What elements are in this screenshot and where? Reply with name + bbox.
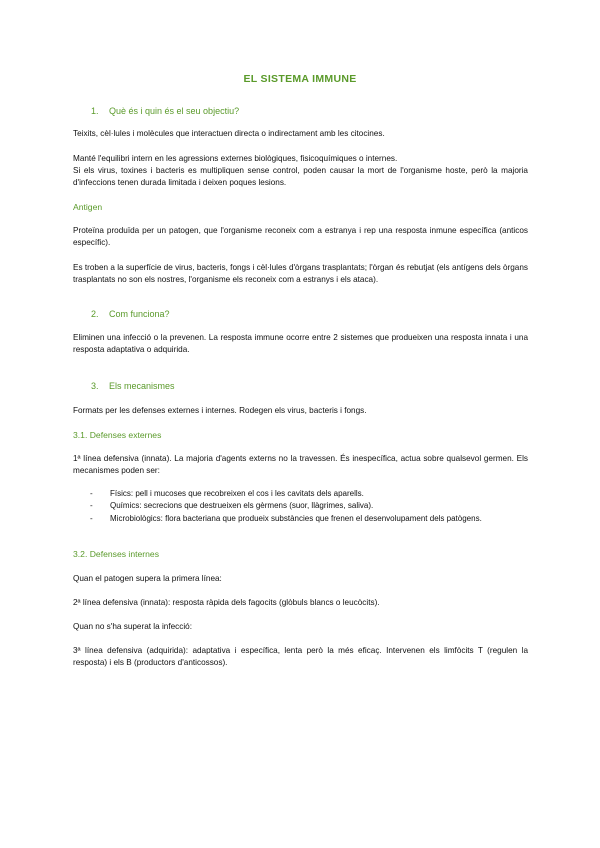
section-1-paragraph-1: Teixits, cèl·lules i molècules que interactuen directa o indirectament amb les citocines. bbox=[73, 129, 385, 138]
subsection-3-2-paragraph-1: Quan el patogen supera la primera línea: bbox=[73, 574, 222, 583]
list-item-text: Químics: secrecions que destrueixen els gèrmens (suor, llàgrimes, saliva). bbox=[110, 501, 374, 511]
section-2-title: Com funciona? bbox=[109, 309, 170, 319]
section-1-title: Què és i quin és el seu objectiu? bbox=[109, 106, 240, 116]
section-2-number: 2. bbox=[91, 309, 99, 319]
list-item bbox=[90, 500, 528, 512]
list-item-text: Microbiològics: flora bacteriana que produeix substàncies que frenen el desenvolupament dels patògens. bbox=[110, 513, 482, 523]
defense-mechanisms-list bbox=[90, 488, 528, 525]
section-2-paragraph-1: Eliminen una infecció o la prevenen. La resposta immune ocorre entre 2 sistemes que produeixen una resposta innata i una resposta adaptativa o adquirida. bbox=[73, 333, 528, 355]
list-dash: - bbox=[90, 513, 93, 523]
section-3-number: 3. bbox=[91, 381, 99, 391]
section-2-heading bbox=[91, 309, 170, 319]
subsection-3-2-paragraph-4: 3ª línea defensiva (adquirida): adaptativa i específica, lenta però la més eficaç. Intervenen els limfòcits T (regulen la resposta) i els B (productors d'anticossos). bbox=[73, 646, 528, 668]
list-dash: - bbox=[90, 501, 93, 511]
list-item bbox=[90, 488, 528, 500]
section-1-number: 1. bbox=[91, 106, 99, 116]
list-dash: - bbox=[90, 489, 93, 498]
antigen-heading: Antigen bbox=[73, 202, 103, 212]
section-3-title: Els mecanismes bbox=[109, 381, 175, 391]
section-1-paragraph-2b: Si els virus, toxines i bacteris es multipliquen sense control, poden causar la mort de l'organisme hoste, però la majoria d'infeccions tenen durada limitada i deixen poques lesions. bbox=[73, 166, 528, 188]
section-1-heading bbox=[91, 106, 239, 116]
subsection-3-2-paragraph-3: Quan no s'ha superat la infecció: bbox=[73, 622, 192, 631]
antigen-paragraph-1: Proteïna produïda per un patogen, que l'organisme reconeix com a estranya i rep una resposta inmune específica (anticos específic). bbox=[73, 226, 528, 248]
section-3-heading bbox=[91, 381, 175, 391]
subsection-3-1-heading: 3.1. Defenses externes bbox=[73, 430, 162, 440]
list-item bbox=[90, 513, 528, 525]
section-1-paragraph-2a: Manté l'equilibri intern en les agressions externes biològiques, fisicoquímiques o internes. bbox=[73, 154, 398, 163]
section-3-paragraph-1: Formats per les defenses externes i internes. Rodegen els virus, bacteris i fongs. bbox=[73, 406, 367, 415]
document-title: EL SISTEMA IMMUNE bbox=[243, 73, 357, 85]
antigen-paragraph-2: Es troben a la superfície de virus, bacteris, fongs i cèl·lules d'òrgans trasplantats; l'òrgan és rebutjat (els antígens dels òrgans trasplantats no son els nostres, l'organisme els reconeix com a estranys i els ataca). bbox=[73, 263, 528, 285]
subsection-3-1-paragraph-1: 1ª línea defensiva (innata). La majoria d'agents externs no la travessen. És inespecífica, actua sobre qualsevol germen. Els mecanismes poden ser: bbox=[73, 454, 528, 476]
subsection-3-2-paragraph-2: 2ª línea defensiva (innata): resposta ràpida dels fagocits (glòbuls blancs o leucòcits). bbox=[73, 598, 380, 607]
list-item-text: Físics: pell i mucoses que recobreixen el cos i les cavitats dels aparells. bbox=[110, 489, 364, 498]
subsection-3-2-heading: 3.2. Defenses internes bbox=[73, 549, 159, 559]
